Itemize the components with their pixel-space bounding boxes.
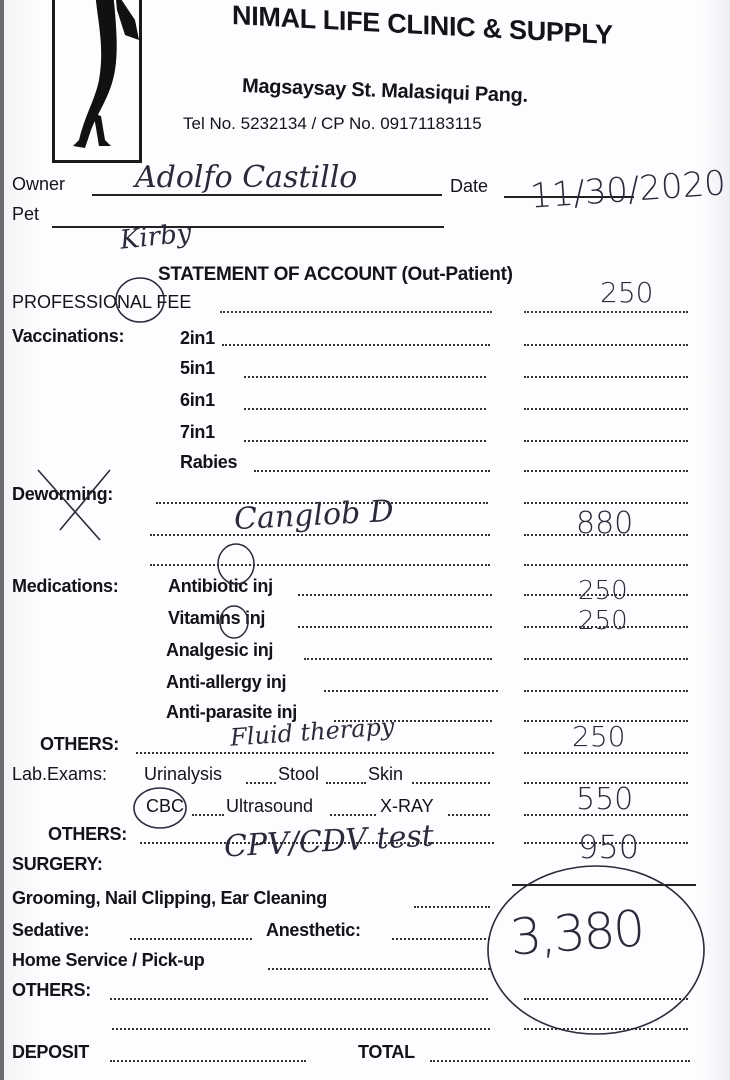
deposit-label: DEPOSIT bbox=[12, 1042, 89, 1062]
statement-title: STATEMENT OF ACCOUNT (Out-Patient) bbox=[158, 264, 513, 285]
circle-mark bbox=[134, 788, 186, 828]
lab-urinalysis: Urinalysis bbox=[144, 764, 223, 784]
clinic-address: Magsaysay St. Malasiqui Pang. bbox=[241, 75, 529, 107]
home-service-label: Home Service / Pick-up bbox=[12, 950, 205, 970]
others-1-written: Fluid therapy bbox=[229, 712, 396, 752]
others-2-label: OTHERS: bbox=[48, 824, 127, 844]
vaccine-6in1: 6in1 bbox=[180, 390, 215, 410]
lab-xray: X-RAY bbox=[380, 796, 434, 816]
owner-value: Adolfo Castillo bbox=[135, 160, 358, 195]
med-vitamins: Vitamins inj bbox=[168, 608, 266, 628]
med-antibiotic-amount: 250 bbox=[578, 576, 628, 606]
total-amount: 3,380 bbox=[508, 899, 646, 967]
cross-mark bbox=[60, 470, 110, 530]
deworming-label: Deworming: bbox=[12, 484, 114, 504]
med-vitamins-amount: 250 bbox=[578, 606, 628, 636]
med-antiallergy: Anti-allergy inj bbox=[166, 672, 287, 692]
others-1-amount: 250 bbox=[572, 720, 626, 753]
vaccine-rabies: Rabies bbox=[180, 452, 238, 472]
circle-mark bbox=[116, 278, 164, 322]
lab-skin: Skin bbox=[368, 764, 404, 784]
professional-fee-label: PROFESSIONAL FEE bbox=[12, 292, 192, 312]
vaccine-7in1: 7in1 bbox=[180, 422, 215, 442]
circle-mark bbox=[220, 606, 248, 638]
vaccine-2in1: 2in1 bbox=[180, 328, 215, 348]
vaccinations-label: Vaccinations: bbox=[12, 326, 125, 346]
clinic-name: NIMAL LIFE CLINIC & SUPPLY bbox=[232, 0, 613, 50]
surgery-label: SURGERY: bbox=[12, 854, 103, 874]
date-label: Date bbox=[450, 176, 489, 196]
professional-fee-amount: 250 bbox=[600, 276, 654, 309]
lab-label: Lab.Exams: bbox=[12, 764, 108, 784]
clinic-contact: Tel No. 5232134 / CP No. 09171183115 bbox=[183, 114, 482, 133]
sedative-label: Sedative: bbox=[12, 920, 90, 940]
medications-label: Medications: bbox=[12, 576, 119, 596]
others-2-written: CPV/CDV test bbox=[223, 818, 435, 865]
vaccine-5in1: 5in1 bbox=[180, 358, 215, 378]
pet-label: Pet bbox=[12, 204, 40, 224]
anesthetic-label: Anesthetic: bbox=[266, 920, 361, 940]
med-antibiotic: Antibiotic inj bbox=[168, 576, 273, 596]
date-value: 11/30/2020 bbox=[528, 163, 728, 217]
circle-mark bbox=[218, 544, 254, 584]
owner-label: Owner bbox=[12, 174, 66, 194]
others-1-label: OTHERS: bbox=[40, 734, 119, 754]
lab-stool: Stool bbox=[278, 764, 320, 784]
deworming-amount: 880 bbox=[576, 506, 634, 541]
others-3-label: OTHERS: bbox=[12, 980, 91, 1000]
pet-value: Kirby bbox=[118, 218, 193, 256]
lab-amount: 550 bbox=[576, 782, 634, 817]
cross-mark bbox=[38, 470, 100, 540]
others-2-amount: 950 bbox=[578, 828, 640, 866]
lab-ultrasound: Ultrasound bbox=[226, 796, 314, 816]
med-analgesic: Analgesic inj bbox=[166, 640, 274, 660]
lab-cbc: CBC bbox=[146, 796, 185, 816]
total-label: TOTAL bbox=[358, 1042, 415, 1062]
grooming-label: Grooming, Nail Clipping, Ear Cleaning bbox=[12, 888, 327, 908]
med-antiparasite: Anti-parasite inj bbox=[166, 702, 297, 722]
deworming-written: Canglob D bbox=[233, 493, 395, 538]
total-circle bbox=[488, 866, 704, 1034]
